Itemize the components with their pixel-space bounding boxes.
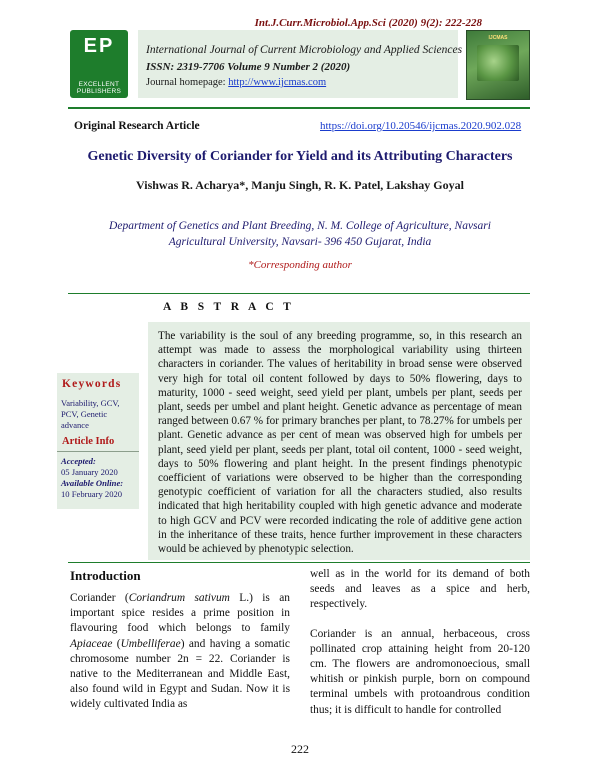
cover-photo — [477, 45, 519, 81]
keywords-heading: Keywords — [62, 378, 122, 390]
abstract-heading: A B S T R A C T — [163, 301, 295, 313]
scientific-name: Coriandrum sativum — [128, 592, 230, 604]
header-divider — [68, 107, 530, 109]
available-online-date: 10 February 2020 — [61, 488, 123, 499]
article-info-heading: Article Info — [62, 436, 115, 447]
family-name: Umbelliferae — [120, 637, 181, 650]
text-run: Coriander ( — [70, 592, 129, 604]
journal-cover-image — [466, 30, 530, 100]
family-name: Apiaceae — [70, 637, 113, 650]
text-run: ( — [112, 637, 121, 650]
intro-paragraph-continued: well as in the world for its demand of both seeds and leaves as a spice and herb, respectively. — [310, 568, 530, 611]
issn-line: ISSN: 2319-7706 Volume 9 Number 2 (2020) — [146, 61, 351, 73]
publisher-logo — [70, 30, 128, 98]
journal-title: International Journal of Current Microbiology and Applied Sciences — [146, 44, 463, 56]
affiliation — [90, 218, 510, 250]
doi-link[interactable]: https://doi.org/10.20546/ijcmas.2020.902.028 — [320, 120, 522, 132]
available-online-label: Available Online: — [61, 477, 124, 488]
article-info-dates — [61, 456, 139, 500]
introduction-heading: Introduction — [70, 568, 141, 583]
journal-homepage — [146, 77, 326, 88]
article-info-divider — [57, 451, 139, 452]
paper-title: Genetic Diversity of Coriander for Yield and its Attributing Characters — [87, 149, 513, 164]
logo-letters: EP — [83, 35, 115, 57]
abstract-divider — [68, 293, 530, 294]
journal-reference: Int.J.Curr.Microbiol.App.Sci (2020) 9(2): 222-228 — [254, 17, 482, 29]
cover-title: IJCMAS — [488, 35, 508, 41]
body-column-right — [310, 567, 530, 732]
abstract-text: The variability is the soul of any breeding programme, so, in this research an attempt was made to assess the morphological variability using thirteen characters in coriander. The values of heritability in broad sense were observed very high for total oil content followed by days to 50% flowering, days to maturity, 1000 - seed weight, seed yield per plant, umbels per plant, seeds per plant, seeds per umbel and plant height. Genetic advance as percentage of mean ranged between 0.67 % for primary branches per plant, to 78.27% for umbels per plant. Genetic advance as per cent of mean was observed high for umbels per plant, seed yield per plant, seeds per plant, total oil content, 1000 - seed weight, days to 50% flowering and plant height. In the present findings phenotypic coefficient of variations were observed to be higher than the corresponding genotypic coefficient of variation for all the characters studied, also results indicated that high heritability coupled with high genetic advance and moderate to high GCV and PCV were recorded indicating the role of additive gene action in the inheritance of these traits, hence further improvement in these characters would be achieved by phenotypic selection. — [158, 330, 522, 556]
corresponding-author-note: *Corresponding author — [248, 259, 352, 271]
author-list: Vishwas R. Acharya*, Manju Singh, R. K. Patel, Lakshay Goyal — [136, 178, 464, 192]
homepage-label: Journal homepage: — [146, 77, 229, 88]
article-type: Original Research Article — [74, 120, 200, 132]
body-column-left — [70, 591, 290, 727]
intro-paragraph-1 — [70, 591, 290, 713]
intro-paragraph-2: Coriander is an annual, herbaceous, cross pollinated crop attaining height from 20-120 cm. The flowers are andromonoecious, small whitish or pinkish purple, born on compound terminal umbels with protoandrous condition thus; it is difficult to handle for controlled — [310, 627, 530, 716]
keywords-list: Variability, GCV, PCV, Genetic advance — [61, 398, 120, 430]
text-run: L.) is an important spice resides a prime position in flavouring food which belongs to family — [70, 592, 290, 635]
abstract-panel — [148, 322, 530, 560]
accepted-date: 05 January 2020 — [61, 466, 118, 477]
logo-tagline: EXCELLENT PUBLISHERS — [76, 81, 122, 95]
accepted-label: Accepted: — [61, 456, 96, 466]
text-run: ) and having a somatic chromosome number 2n = 22. Coriander is native to the Mediterranean and Middle East, also found wild in Egypt and Sudan. Now it is widely cultivated India as — [70, 637, 290, 711]
body-divider — [68, 562, 530, 563]
homepage-link[interactable]: http://www.ijcmas.com — [228, 77, 327, 88]
affiliation-line-2: Agricultural University, Navsari- 396 450 Gujarat, India — [168, 236, 432, 248]
page-number: 222 — [291, 742, 309, 756]
affiliation-line-1: Department of Genetics and Plant Breeding, N. M. College of Agriculture, Navsari — [109, 220, 491, 232]
